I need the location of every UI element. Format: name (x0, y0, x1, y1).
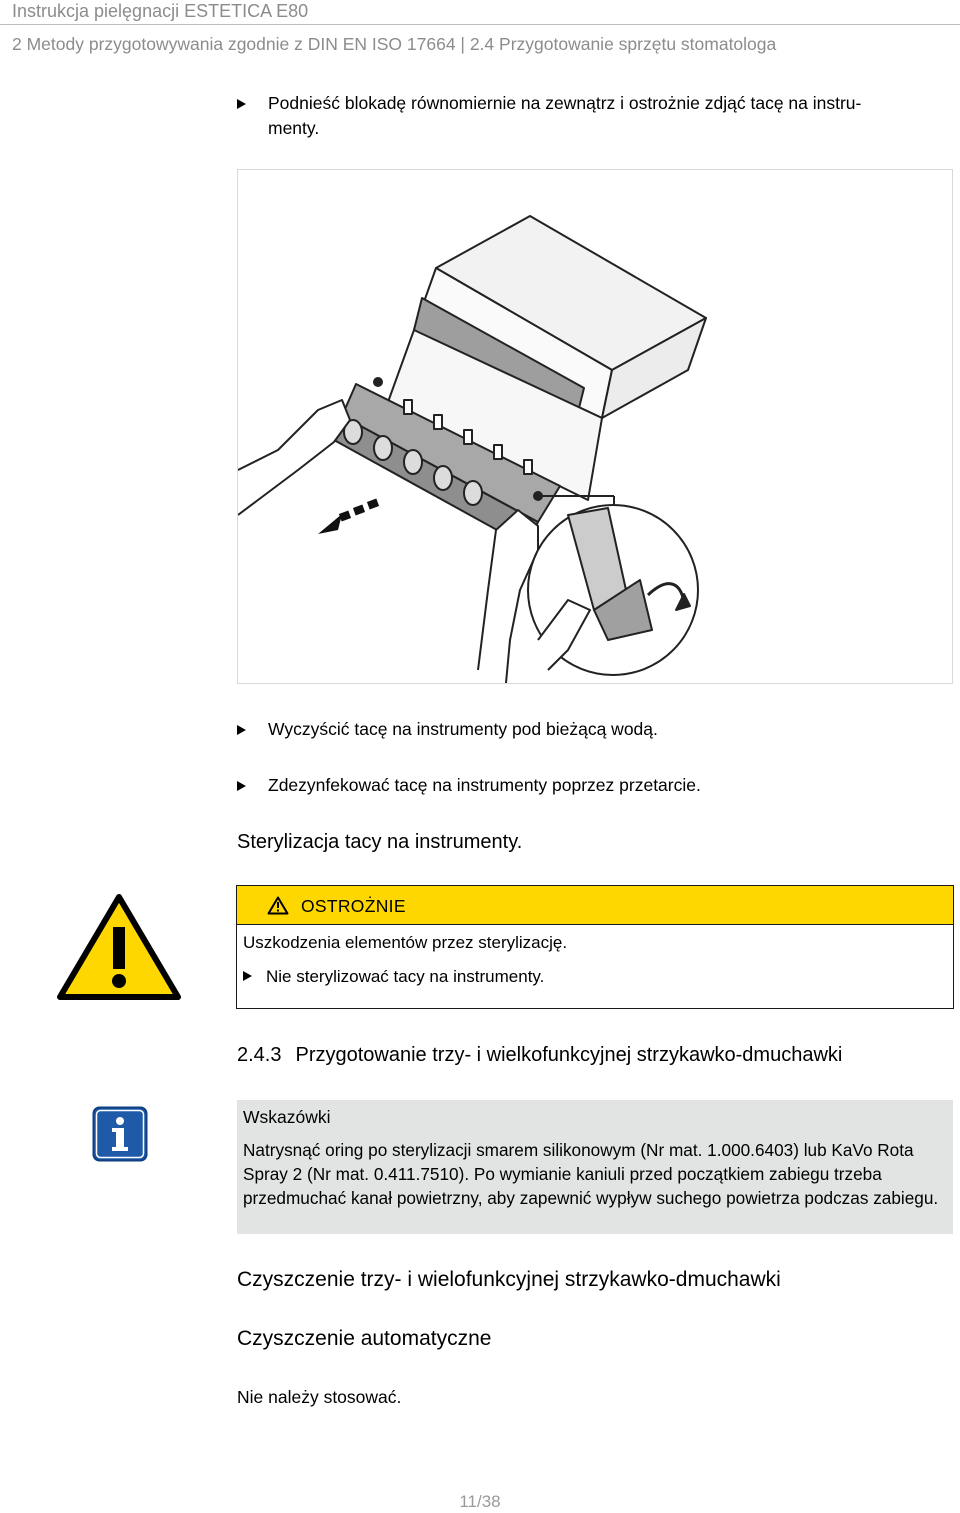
note-body: Natrysnąć oring po sterylizacji smarem silikonowym (Nr mat. 1.000.6403) lub KaVo Rota Spray 2 (Nr mat. 0.411.7510). Po wymianie kaniuli przed początkiem zabiegu trzeba przedmuchać kanał powietrzny, aby zapewnić wypływ suchego powietrza podczas zabiegu. (243, 1140, 939, 1208)
breadcrumb: 2 Metody przygotowywania zgodnie z DIN EN ISO 17664 | 2.4 Przygotowanie sprzętu stomatologa (12, 34, 777, 54)
warning-triangle-icon (56, 893, 182, 1001)
step-text: Zdezynfekować tacę na instrumenty poprzez przetarcie. (268, 775, 701, 795)
info-icon (92, 1106, 148, 1162)
tray-removal-illustration (237, 169, 953, 684)
auto-cleaning-text: Nie należy stosować. (237, 1387, 402, 1407)
section-number: 2.4.3 (237, 1044, 282, 1066)
caution-block (56, 885, 954, 1011)
note-title: Wskazówki (243, 1107, 331, 1127)
step-text-line-2: menty. (268, 118, 320, 138)
step-text-line-1: Podnieść blokadę równomiernie na zewnątrz i ostrożnie zdjąć tacę na instru- (268, 93, 862, 113)
bullet-arrow-icon (243, 971, 252, 981)
caution-label: OSTROŻNIE (301, 896, 406, 916)
page-number: 11/38 (459, 1492, 501, 1511)
section-heading (237, 1044, 842, 1067)
bullet-arrow-icon (237, 99, 246, 109)
document-title: Instrukcja pielęgnacji ESTETICA E80 (12, 1, 309, 21)
sterilization-heading: Sterylizacja tacy na instrumenty. (237, 831, 523, 853)
note-box (237, 1100, 953, 1234)
caution-header-bar (237, 886, 953, 925)
auto-cleaning-heading: Czyszczenie automatyczne (237, 1327, 492, 1350)
step-disinfect-tray (237, 773, 701, 798)
caution-box (236, 885, 954, 1009)
step-rinse-tray (237, 717, 658, 742)
caution-hazard: Uszkodzenia elementów przez sterylizację. (243, 933, 568, 952)
step-text: Wyczyścić tacę na instrumenty pod bieżącą wodą. (268, 719, 658, 739)
cleaning-heading: Czyszczenie trzy- i wielofunkcyjnej strzykawko-dmuchawki (237, 1268, 781, 1291)
illustration-svg (238, 170, 952, 683)
small-warning-icon (267, 896, 289, 915)
section-title-text: Przygotowanie trzy- i wielkofunkcyjnej strzykawko-dmuchawki (295, 1044, 843, 1066)
step-remove-tray (237, 91, 861, 141)
caution-action (243, 967, 544, 987)
caution-action-text: Nie sterylizować tacy na instrumenty. (266, 967, 545, 986)
header-rule (0, 24, 960, 25)
bullet-arrow-icon (237, 725, 246, 735)
bullet-arrow-icon (237, 781, 246, 791)
